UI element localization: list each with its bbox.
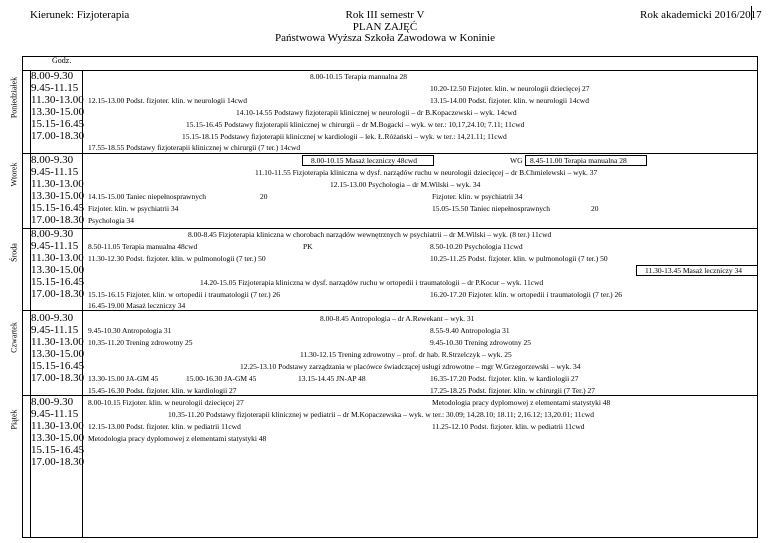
day-monday: Poniedziałek xyxy=(9,76,19,119)
class-entry: 10.35-11.20 Podstawy fizjoterapii klinicznej w pediatrii – dr M.Kopaczewska – wyk. w ter.: 30.09; 14,28.10; 18.11; 2,16.12; 13,20.01; 11cwd xyxy=(168,410,594,419)
class-entry: 15.45-16.30 Podst. fizjoter. klin. w kardiologii 27 xyxy=(88,386,237,395)
class-entry: 10.25-11.25 Podst. fizjoter. klin. w pulmonologii (7 ter.) 50 xyxy=(430,254,608,263)
class-entry: 13.15-14.00 Podst. fizjoter. klin. w neurologii 14cwd xyxy=(430,96,589,105)
class-entry: Metodologia pracy dyplomowej z elementami statystyki 48 xyxy=(88,434,267,443)
class-entry: WG xyxy=(510,156,523,165)
slot-3: 11.30-13.00 xyxy=(31,178,84,190)
class-entry: 9.45-10.30 Antropologia 31 xyxy=(88,326,172,335)
school-title: Państwowa Wyższa Szkoła Zawodowa w Koninie xyxy=(275,32,495,44)
class-entry: 8.45-11.00 Terapia manualna 28 xyxy=(530,156,627,165)
slot-1: 8.00-9.30 xyxy=(31,396,74,408)
class-entry: 16.45-19.00 Masaż leczniczy 34 xyxy=(88,301,186,310)
class-entry: 9.45-10.30 Trening zdrowotny 25 xyxy=(430,338,532,347)
class-entry: 15.15-16.15 Fizjoter. klin. w ortopedii i traumatologii (7 ter.) 26 xyxy=(88,290,281,299)
class-entry: 12.15-13.00 Podst. fizjoter. klin. w neurologii 14cwd xyxy=(88,96,247,105)
class-entry: 11.30-12.30 Podst. fizjoter. klin. w pulmonologii (7 ter.) 50 xyxy=(88,254,266,263)
slot-4: 13.30-15.00 xyxy=(31,190,85,202)
day-thursday: Czwartek xyxy=(9,322,19,353)
slot-6: 17.00-18.30 xyxy=(31,372,85,384)
slot-1: 8.00-9.30 xyxy=(31,228,74,240)
class-entry: Fizjoter. klin. w psychiatrii 34 xyxy=(432,192,523,201)
class-entry: 8.00-10.15 Terapia manualna 28 xyxy=(310,72,408,81)
class-entry: 8.50-11.05 Terapia manualna 48cwd xyxy=(88,242,198,251)
class-entry: Fizjoter. klin. w psychiatrii 34 xyxy=(88,204,179,213)
class-entry: 15.15-16.45 Podstawy fizjoterapii klinicznej w chirurgii – dr M.Bogacki – wyk. w ter.: 10,17,24.10; 7.11; 11cwd xyxy=(186,120,525,129)
plan-title: PLAN ZAJĘĆ xyxy=(352,21,418,33)
slot-5: 15.15-16.45 xyxy=(31,360,85,372)
class-entry: 11.30-12.15 Trening zdrowotny – prof. dr hab. R.Strzelczyk – wyk. 25 xyxy=(300,350,512,359)
class-entry: PK xyxy=(303,242,313,251)
class-entry: 12.15-13.00 Podst. fizjoter. klin. w pediatrii 11cwd xyxy=(88,422,241,431)
slot-2: 9.45-11.15 xyxy=(31,408,79,420)
class-entry: 15.15-18.15 Podstawy fizjoterapii klinicznej w kardiologii – lek. Ł.Różański – wyk. w ter.: 14,21.11; 11cwd xyxy=(182,132,507,141)
class-entry: 8.55-9.40 Antropologia 31 xyxy=(430,326,510,335)
slot-6: 17.00-18.30 xyxy=(31,288,85,300)
class-entry: 11.30-13.45 Masaż leczniczy 34 xyxy=(645,266,742,275)
class-entry: 16.20-17.20 Fizjoter. klin. w ortopedii i traumatologii (7 ter.) 26 xyxy=(430,290,623,299)
hours-header: Godz. xyxy=(52,56,72,65)
slot-2: 9.45-11.15 xyxy=(31,324,79,336)
class-entry: 12.15-13.00 Psychologia – dr M.Wilski – wyk. 34 xyxy=(330,180,481,189)
slot-1: 8.00-9.30 xyxy=(31,312,74,324)
class-entry: 10.35-11.20 Trening zdrowotny 25 xyxy=(88,338,193,347)
slot-2: 9.45-11.15 xyxy=(31,166,79,178)
semester-title: Rok III semestr V xyxy=(345,9,425,21)
slot-4: 13.30-15.00 xyxy=(31,106,85,118)
class-entry: 11.25-12.10 Podst. fizjoter. klin. w pediatrii 11cwd xyxy=(432,422,585,431)
day-divider xyxy=(22,228,758,229)
slot-3: 11.30-13.00 xyxy=(31,252,84,264)
slot-6: 17.00-18.30 xyxy=(31,130,85,142)
day-friday: Piątek xyxy=(9,409,19,430)
class-entry: 8.00-10.15 Fizjoter. klin. w neurologii dziecięcej 27 xyxy=(88,398,244,407)
slot-2: 9.45-11.15 xyxy=(31,240,79,252)
day-divider xyxy=(22,395,758,396)
class-entry: 14.15-15.00 Taniec niepełnosprawnych xyxy=(88,192,207,201)
class-entry: Psychologia 34 xyxy=(88,216,135,225)
day-divider xyxy=(22,153,758,154)
slot-3: 11.30-13.00 xyxy=(31,94,84,106)
class-entry: Metodologia pracy dyplomowej z elementami statystyki 48 xyxy=(432,398,611,407)
academic-year: Rok akademicki 2016/2017 xyxy=(640,9,762,21)
class-entry: 8.00-8.45 Antropologia – dr A.Rewekant – wyk. 31 xyxy=(320,314,475,323)
day-wednesday: Środa xyxy=(9,243,19,262)
class-entry: 13.30-15.00 JA-GM 45 xyxy=(88,374,159,383)
program-title: Kierunek: Fizjoterapia xyxy=(30,9,130,21)
slot-3: 11.30-13.00 xyxy=(31,336,84,348)
slot-3: 11.30-13.00 xyxy=(31,420,84,432)
class-entry: 20 xyxy=(591,204,599,213)
class-entry: 12.25-13.10 Podstawy zarządzania w placówce świadczącej usługi zdrowotne – mgr W.Grzegorzewski – wyk. 34 xyxy=(240,362,581,371)
slot-5: 15.15-16.45 xyxy=(31,444,85,456)
slot-4: 13.30-15.00 xyxy=(31,264,85,276)
row-divider xyxy=(22,70,758,71)
class-entry: 10.20-12.50 Fizjoter. klin. w neurologii dziecięcej 27 xyxy=(430,84,590,93)
class-entry: 8.00-8.45 Fizjoterapia kliniczna w chorobach narządów wewnętrznych w psychiatrii – dr M.Wilski – wyk. (8 ter.) 11cwd xyxy=(188,230,552,239)
class-entry: 16.35-17.20 Podst. fizjoter. klin. w kardiologii 27 xyxy=(430,374,579,383)
class-entry: 20 xyxy=(260,192,268,201)
slot-5: 15.15-16.45 xyxy=(31,276,85,288)
class-entry: 17.55-18.55 Podstawy fizjoterapii klinicznej w chirurgii (7 ter.) 14cwd xyxy=(88,143,301,152)
class-entry: 8.00-10.15 Masaż leczniczy 48cwd xyxy=(311,156,418,165)
slot-6: 17.00-18.30 xyxy=(31,214,85,226)
slot-5: 15.15-16.45 xyxy=(31,118,85,130)
class-entry: 14.20-15.05 Fizjoterapia kliniczna w dysf. narządów ruchu w ortopedii i traumatologii – dr P.Kocur – wyk. 11cwd xyxy=(200,278,544,287)
slot-4: 13.30-15.00 xyxy=(31,348,85,360)
slot-5: 15.15-16.45 xyxy=(31,202,85,214)
slot-1: 8.00-9.30 xyxy=(31,70,74,82)
day-tuesday: Wtorek xyxy=(9,162,19,187)
class-entry: 14.10-14.55 Podstawy fizjoterapii klinicznej w neurologii – dr B.Kopaczewski – wyk. 14cwd xyxy=(236,108,517,117)
slot-2: 9.45-11.15 xyxy=(31,82,79,94)
class-entry: 13.15-14.45 JN-AP 48 xyxy=(298,374,366,383)
slot-6: 17.00-18.30 xyxy=(31,456,85,468)
slot-4: 13.30-15.00 xyxy=(31,432,85,444)
class-entry: 8.50-10.20 Psychologia 11cwd xyxy=(430,242,523,251)
class-entry: 15.05-15.50 Taniec niepełnosprawnych xyxy=(432,204,551,213)
slot-1: 8.00-9.30 xyxy=(31,154,74,166)
class-entry: 17.25-18.25 Podst. fizjoter. klin. w chirurgii (7 Ter.) 27 xyxy=(430,386,596,395)
class-entry: 11.10-11.55 Fizjoterapia kliniczna w dysf. narządów ruchu w neurologii dziecięcej – dr B.Chmielewski – wyk. 37 xyxy=(255,168,598,177)
header-divider xyxy=(751,6,752,20)
class-entry: 15.00-16.30 JA-GM 45 xyxy=(186,374,257,383)
day-divider xyxy=(22,310,758,311)
